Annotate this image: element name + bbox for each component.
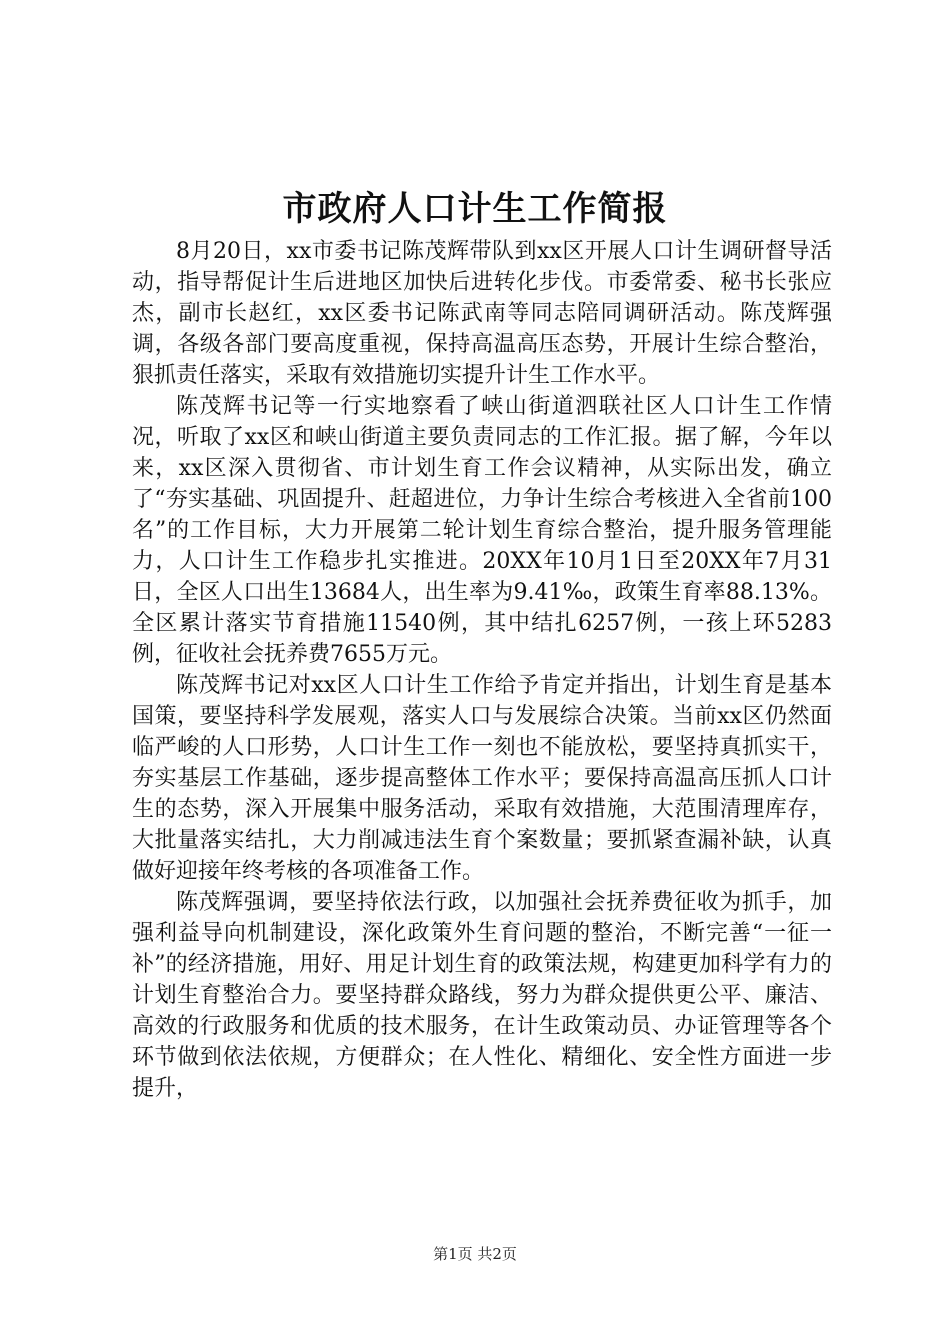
paragraph-1: 8月20日，xx市委书记陈茂辉带队到xx区开展人口计生调研督导活动，指导帮促计生后进地区加快后进转化步伐。市委常委、秘书长张应杰，副市长赵红，xx区委书记陈武南等同志陪同调研活动。陈茂辉强调，各级各部门要高度重视，保持高温高压态势，开展计生综合整治，狠抓责任落实，采取有效措施切实提升计生工作水平。	[132, 239, 832, 388]
document-body	[132, 236, 832, 1104]
document-title: 市政府人口计生工作简报	[282, 189, 668, 229]
page-number-footer: 第1页 共2页	[433, 1245, 517, 1263]
paragraph-4: 陈茂辉强调，要坚持依法行政，以加强社会抚养费征收为抓手，加强利益导向机制建设，深化政策外生育问题的整治，不断完善“一征一补”的经济措施，用好、用足计划生育的政策法规，构建更加科学有力的计划生育整治合力。要坚持群众路线，努力为群众提供更公平、廉洁、高效的行政服务和优质的技术服务，在计生政策动员、办证管理等各个环节做到依法依规，方便群众；在人性化、精细化、安全性方面进一步提升，	[132, 890, 832, 1101]
paragraph-2: 陈茂辉书记等一行实地察看了峡山街道泗联社区人口计生工作情况，听取了xx区和峡山街道主要负责同志的工作汇报。据了解，今年以来，xx区深入贯彻省、市计划生育工作会议精神，从实际出发，确立了“夯实基础、巩固提升、赶超进位，力争计生综合考核进入全省前100名”的工作目标，大力开展第二轮计划生育综合整治，提升服务管理能力，人口计生工作稳步扎实推进。20XX年10月1日至20XX年7月31日，全区人口出生13684人，出生率为9.41‰，政策生育率88.13%。全区累计落实节育措施11540例，其中结扎6257例，一孩上环5283例，征收社会抚养费7655万元。	[132, 394, 832, 667]
paragraph-3: 陈茂辉书记对xx区人口计生工作给予肯定并指出，计划生育是基本国策，要坚持科学发展观，落实人口与发展综合决策。当前xx区仍然面临严峻的人口形势，人口计生工作一刻也不能放松，要坚持真抓实干，夯实基层工作基础，逐步提高整体工作水平；要保持高温高压抓人口计生的态势，深入开展集中服务活动，采取有效措施，大范围清理库存，大批量落实结扎，大力削减违法生育个案数量；要抓紧查漏补缺，认真做好迎接年终考核的各项准备工作。	[132, 673, 832, 884]
